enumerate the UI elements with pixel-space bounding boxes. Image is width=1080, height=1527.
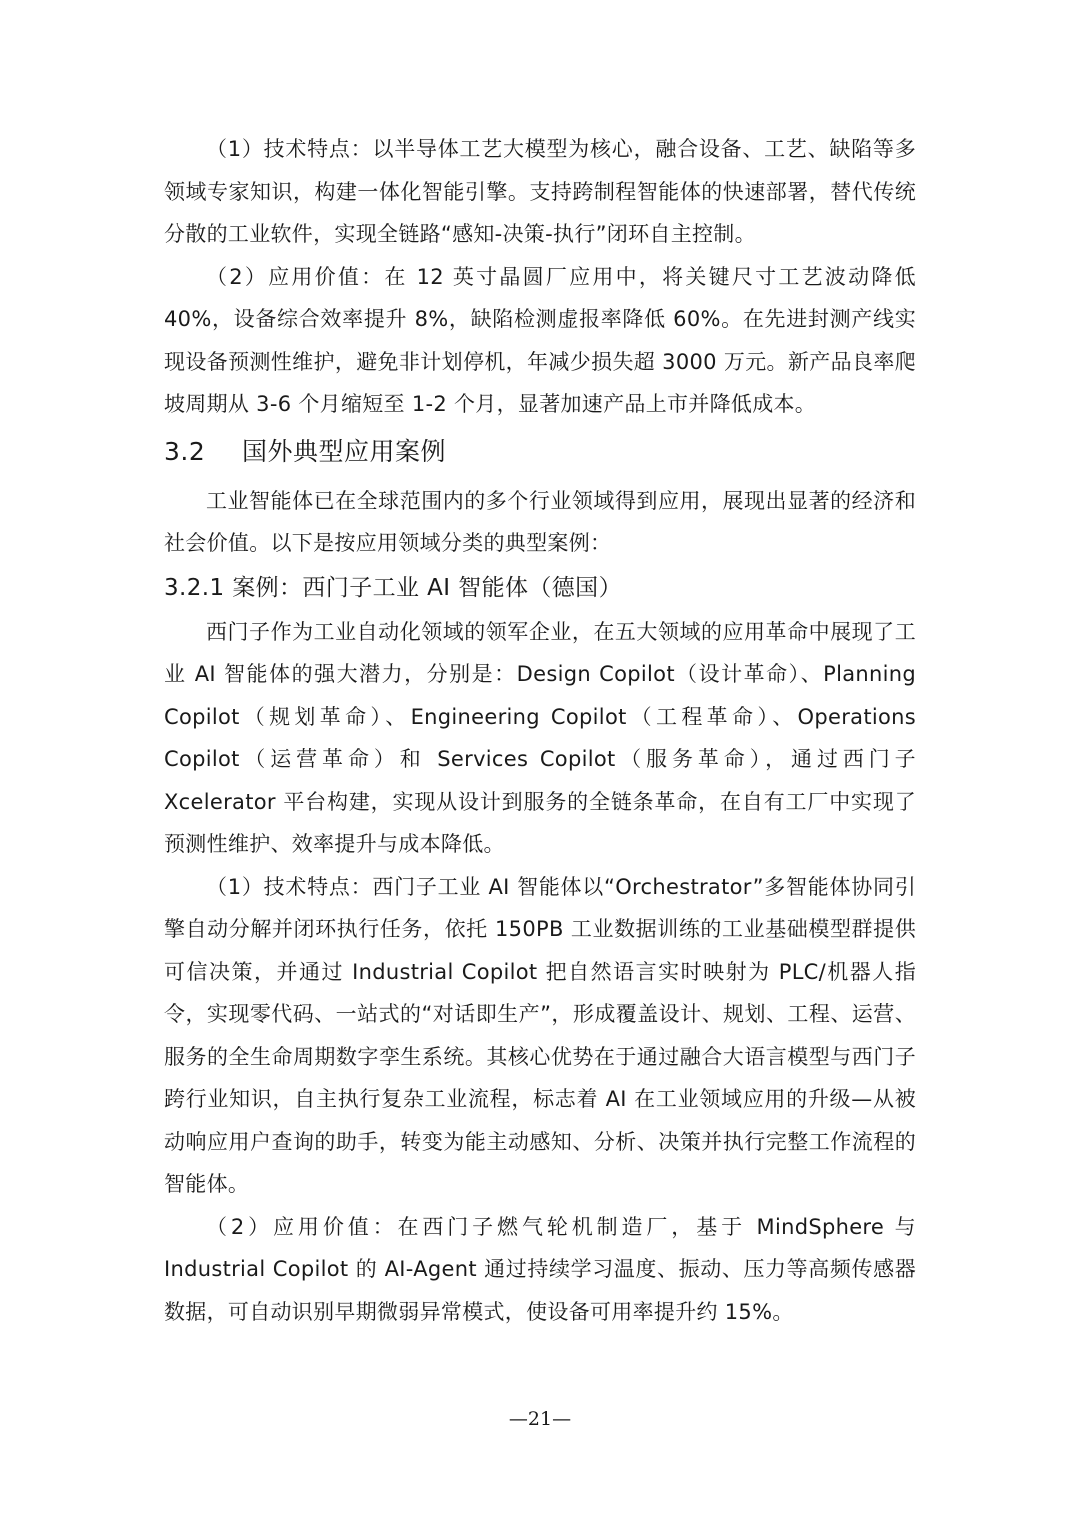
page-number: —21— <box>508 1408 572 1430</box>
section-number: 3.2 <box>164 436 206 466</box>
page-content <box>164 128 916 1333</box>
paragraph-siemens-tech-features: （1）技术特点：西门子工业 AI 智能体以“Orchestrator”多智能体协同引擎自动分解并闭环执行任务，依托 150PB 工业数据训练的工业基础模型群提供可信决策，并通过 Industrial Copilot 把自然语言实时映射为 PLC/机器人指令，实现零代码、一站式的“对话即生产”，形成覆盖设计、规划、工程、运营、服务的全生命周期数字孪生系统。其核心优势在于通过融合大语言模型与西门子跨行业知识，自主执行复杂工业流程，标志着 AI 在工业领域应用的升级—从被动响应用户查询的助手，转变为能主动感知、分析、决策并执行完整工作流程的智能体。 <box>164 874 916 1196</box>
section-heading <box>164 430 916 474</box>
paragraph-siemens-overview: 西门子作为工业自动化领域的领军企业，在五大领域的应用革命中展现了工业 AI 智能体的强大潜力，分别是：Design Copilot（设计革命）、Planning Copilot（规划革命）、Engineering Copilot（工程革命）、Operations Copilot（运营革命）和 Services Copilot（服务革命），通过西门子 Xcelerator 平台构建，实现从设计到服务的全链条革命，在自有工厂中实现了预测性维护、效率提升与成本降低。 <box>164 619 916 856</box>
paragraph-tech-features-semiconductor: （1）技术特点：以半导体工艺大模型为核心，融合设备、工艺、缺陷等多领域专家知识，构建一体化智能引擎。支持跨制程智能体的快速部署，替代传统分散的工业软件，实现全链路“感知-决策-执行”闭环自主控制。 <box>164 137 916 246</box>
paragraph-application-value-semiconductor: （2）应用价值：在 12 英寸晶圆厂应用中，将关键尺寸工艺波动降低 40%，设备综合效率提升 8%，缺陷检测虚报率降低 60%。在先进封测产线实现设备预测性维护，避免非计划停机，年减少损失超 3000 万元。新产品良率爬坡周期从 3-6 个月缩短至 1-2 个月，显著加速产品上市并降低成本。 <box>164 264 916 416</box>
subsection-heading: 3.2.1 案例：西门子工业 AI 智能体（德国） <box>164 574 622 601</box>
section-title: 国外典型应用案例 <box>242 436 447 466</box>
paragraph-siemens-application-value: （2）应用价值：在西门子燃气轮机制造厂，基于 MindSphere 与 Industrial Copilot 的 AI-Agent 通过持续学习温度、振动、压力等高频传感器数据，可自动识别早期微弱异常模式，使设备可用率提升约 15%。 <box>164 1214 916 1324</box>
section-intro-paragraph: 工业智能体已在全球范围内的多个行业领域得到应用，展现出显著的经济和社会价值。以下是按应用领域分类的典型案例： <box>164 488 916 555</box>
